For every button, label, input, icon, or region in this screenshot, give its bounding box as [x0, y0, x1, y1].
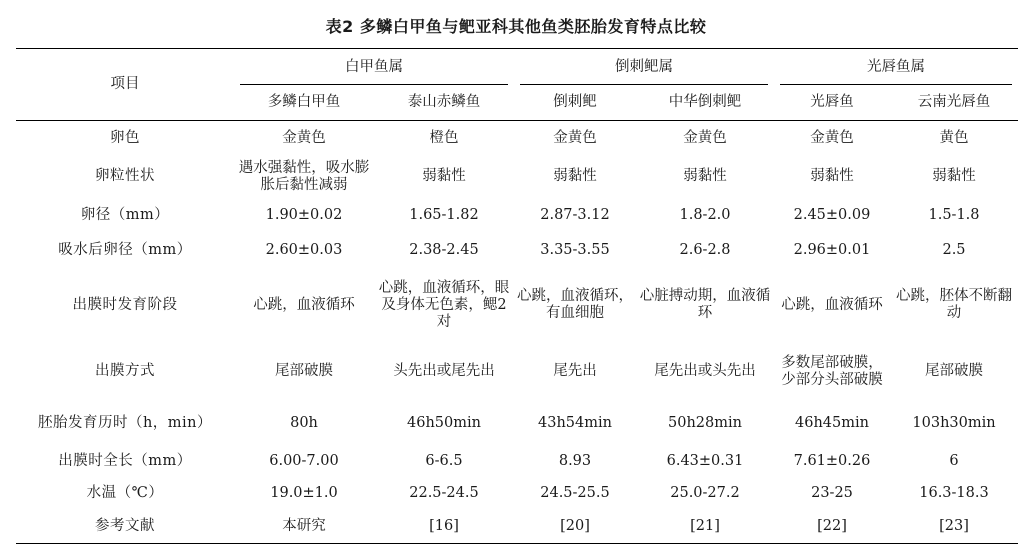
table-cell: 橙色 — [429, 129, 459, 146]
header-species-3: 倒刺鲃 — [553, 94, 597, 110]
table-cell: 50h28min — [668, 414, 742, 431]
table-cell: 25.0-27.2 — [670, 485, 740, 501]
header-species-2: 泰山赤鳞鱼 — [407, 94, 481, 110]
table-cell: 103h30min — [912, 414, 996, 431]
table-cell: 心跳，血液循环 — [781, 296, 883, 313]
table-cell: 尾部破膜 — [925, 363, 983, 379]
header-species-6: 云南光唇鱼 — [917, 94, 991, 110]
table-cell: 7.61±0.26 — [793, 452, 871, 469]
row-label: 卵径（mm） — [80, 206, 170, 223]
table-row-egg-property — [16, 156, 1018, 198]
table-cell: 2.6-2.8 — [679, 241, 731, 258]
table-cell: 金黄色 — [810, 129, 854, 146]
row-label: 吸水后卵径（mm） — [58, 241, 192, 258]
table-cell: 弱黏性 — [553, 168, 597, 184]
table-cell: 金黄色 — [683, 129, 727, 146]
header-group-2: 倒刺鲃属 — [514, 49, 774, 86]
table-cell: 心跳，血液循环 — [253, 296, 355, 313]
table-cell: 2.5 — [942, 241, 966, 258]
row-label: 胚胎发育历时（h，min） — [37, 414, 213, 431]
table-row-hatching-stage — [16, 268, 1018, 343]
table-cell: 2.38-2.45 — [409, 241, 479, 258]
header-group-1: 白甲鱼属 — [234, 49, 514, 86]
table-cell: 1.8-2.0 — [679, 206, 731, 223]
table-caption: 表2 多鳞白甲鱼与鲃亚科其他鱼类胚胎发育特点比较 — [325, 17, 707, 36]
table-cell: 80h — [290, 414, 318, 431]
header-species-5: 光唇鱼 — [810, 94, 854, 110]
table-row-hatching-mode — [16, 343, 1018, 401]
table-cell: 43h54min — [538, 414, 612, 431]
table-row-egg-diameter — [16, 198, 1018, 233]
table-cell: 46h50min — [407, 414, 481, 431]
table-row-reference — [16, 511, 1018, 544]
table-row-water-temp — [16, 477, 1018, 511]
table-cell: [23] — [939, 518, 969, 535]
row-label: 卵色 — [110, 129, 140, 146]
table-cell: 尾先出 — [553, 363, 597, 379]
table-cell: 6.43±0.31 — [666, 452, 744, 469]
comparison-table — [16, 48, 1018, 544]
row-label: 出膜方式 — [95, 363, 155, 379]
table-row-embryo-duration — [16, 401, 1018, 446]
table-cell: 多数尾部破膜，少部分头部破膜 — [781, 354, 883, 388]
row-label: 出膜时全长（mm） — [58, 452, 192, 469]
table-row-egg-color — [16, 121, 1018, 156]
table-cell: 尾部破膜 — [275, 363, 333, 379]
table-cell: 2.45±0.09 — [793, 206, 871, 223]
table-cell: 8.93 — [558, 452, 592, 469]
table-cell: 金黄色 — [282, 129, 326, 146]
table-cell: 6.00-7.00 — [269, 452, 339, 469]
table-cell: 弱黏性 — [810, 168, 854, 184]
header-row-groups — [16, 49, 1018, 86]
table-cell: 遇水强黏性，吸水膨胀后黏性减弱 — [238, 159, 370, 193]
table-cell: 19.0±1.0 — [270, 485, 338, 501]
table-cell: 心脏搏动期，血液循环 — [639, 288, 771, 321]
table-cell: 6-6.5 — [425, 452, 463, 469]
table-cell: 头先出或尾先出 — [393, 363, 495, 379]
table-cell: [22] — [817, 518, 847, 535]
table-cell: 弱黏性 — [683, 168, 727, 184]
table-cell: 2.60±0.03 — [265, 241, 343, 258]
table-cell: 46h45min — [795, 414, 869, 431]
table-cell: [16] — [429, 518, 459, 535]
table-cell: 心跳，胚体不断翻动 — [896, 288, 1012, 321]
table-cell: 弱黏性 — [422, 168, 466, 184]
row-label: 参考文献 — [95, 518, 155, 535]
table-cell: 6 — [949, 452, 959, 469]
table-cell: 1.65-1.82 — [409, 206, 479, 223]
header-item: 项目 — [110, 76, 140, 92]
table-cell: 16.3-18.3 — [919, 485, 989, 501]
row-label: 出膜时发育阶段 — [72, 296, 178, 313]
header-species-1: 多鳞白甲鱼 — [267, 94, 341, 110]
table-cell: [21] — [690, 518, 720, 535]
row-label: 卵粒性状 — [95, 168, 155, 184]
table-cell: 尾先出或头先出 — [654, 363, 756, 379]
table-cell: 22.5-24.5 — [409, 485, 479, 501]
row-label: 水温（℃） — [86, 485, 164, 501]
table-cell: 3.35-3.55 — [540, 241, 610, 258]
table-cell: 1.90±0.02 — [265, 206, 343, 223]
table-cell: 1.5-1.8 — [928, 206, 980, 223]
header-group-3: 光唇鱼属 — [774, 49, 1018, 86]
table-cell: 本研究 — [282, 518, 326, 535]
table-cell: 黄色 — [939, 129, 969, 146]
table-cell: 弱黏性 — [932, 168, 976, 184]
table-cell: 2.96±0.01 — [793, 241, 871, 258]
table-cell: 24.5-25.5 — [540, 485, 610, 501]
table-row-hatch-length — [16, 446, 1018, 477]
table-row-swollen-diameter — [16, 233, 1018, 268]
header-species-4: 中华倒刺鲃 — [668, 94, 742, 110]
table-cell: 金黄色 — [553, 129, 597, 146]
table-cell: 2.87-3.12 — [540, 206, 610, 223]
table-cell: 23-25 — [811, 485, 853, 501]
table-cell: 心跳，血液循环，眼及身体无色素，鳃2对 — [378, 279, 510, 330]
table-cell: 心跳，血液循环，有血细胞 — [517, 288, 633, 321]
table-cell: [20] — [560, 518, 590, 535]
